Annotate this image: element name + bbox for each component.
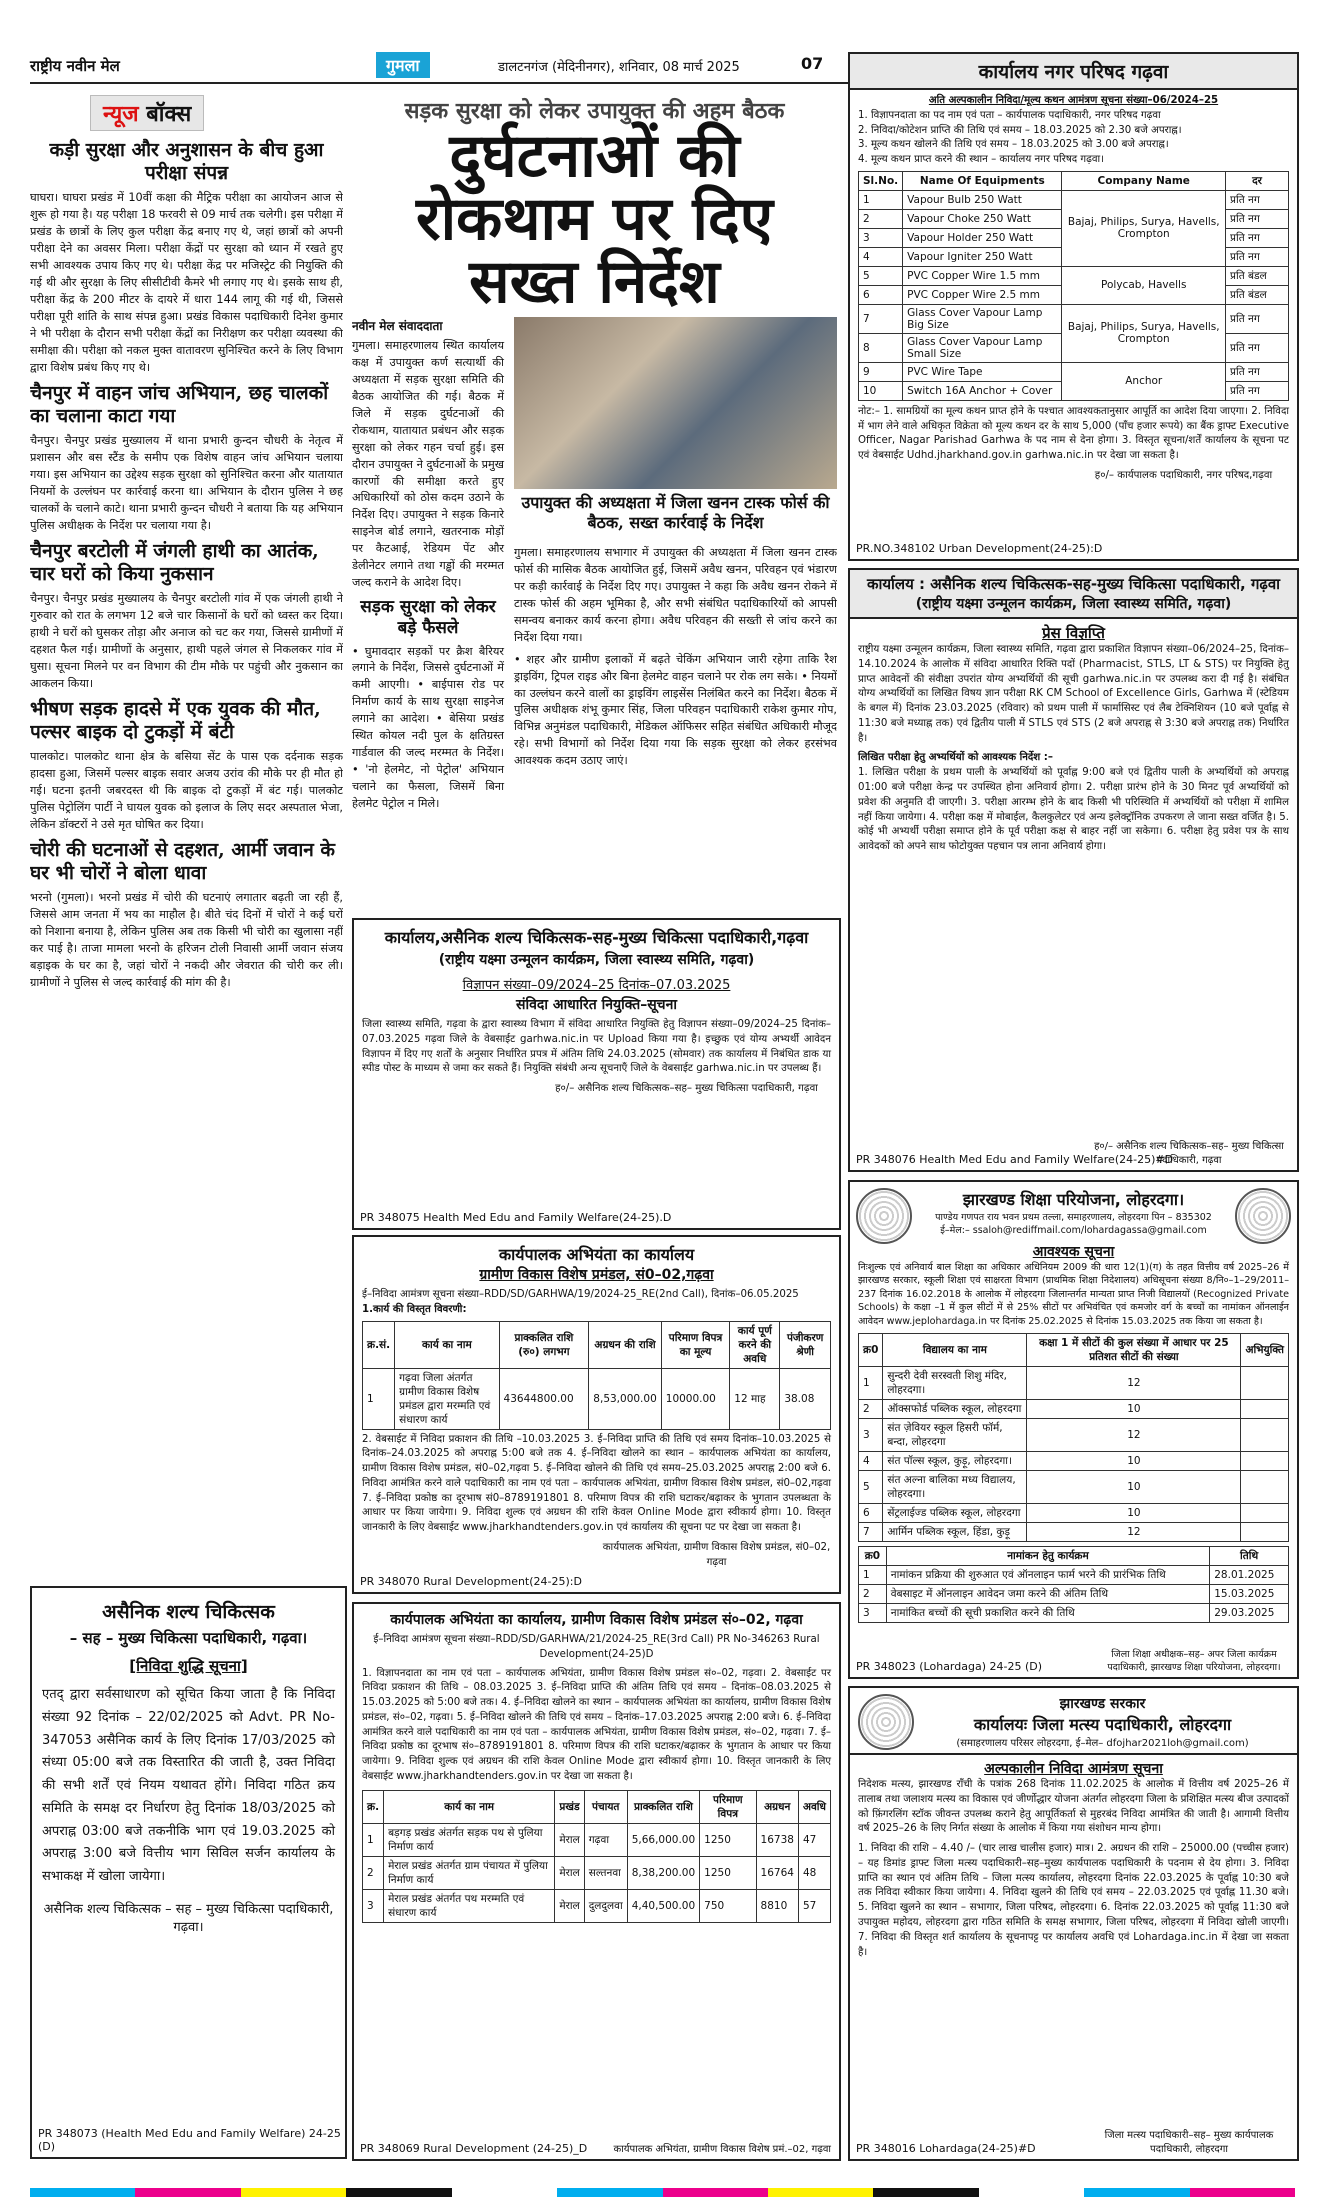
- urban-title: कार्यालय नगर परिषद गढ़वा: [850, 54, 1297, 90]
- table-header-cell: पंचायत: [584, 1790, 627, 1823]
- table-row: [859, 1400, 1289, 1419]
- corr-signoff: असैनिक शल्य चिकित्सक – सह – मुख्य चिकित्सा पदाधिकारी, गढ़वा।: [43, 1901, 334, 1935]
- tender-corrigendum-notice: [30, 1586, 347, 2159]
- table-cell: सुन्दरी देवी सरस्वती शिशु मंदिर, लोहरदगा।: [883, 1367, 1027, 1400]
- table-cell: 16764: [756, 1856, 798, 1889]
- rd1-lines: 2. वेबसाईट में निविदा प्रकाशन की तिथि –10.03.2025 3. ई–निविदा प्राप्ति की तिथि एवं समय दिनांक–10.03.2025 से दिनांक–24.03.2025 को अपराह्न 5:00 बजे तक 4. ई–निविदा खोलने का स्थान – कार्यपालक अभियंता का कार्यालय, ग्रामीण विकास विशेष प्रमंडल, सं0–02,गढ़वा 5. ई–निविदा खोलने की तिथि एवं समय–25.03.2025 अपराह्न 2:00 बजे 6. निविदा आमंत्रित करने वाले पदाधिकारी का नाम एवं पता – कार्यपालक अभियंता, ग्रामीण विकास विशेष प्रमंडल, सं0–02,गढ़वा 7. ई–निविदा प्रकोष्ठ का दूरभाष सं0–8789191801 8. परिमाण विपत्र की राशि घटाकर/बढ़ाकर के भुगतान उपलब्धता के आधार पर किया जायेगा। 9. निविदा शुल्क एवं अग्रधन की राशि केवल Online Mode द्वारा स्वीकार्य होगा। 10. विस्तृत जानकारी के लिए वेबसाईट www.jharkhandtenders.gov.in एवं कार्यालय की सूचना पट पर देखा जा सकता है।: [362, 1433, 831, 1534]
- table-cell: Bajaj, Philips, Surya, Havells, Crompton: [1062, 190, 1226, 266]
- table-cell: 1: [859, 1367, 883, 1400]
- table-cell: 4: [859, 1452, 883, 1471]
- table-cell: मेराल प्रखंड अंतर्गत ग्राम पंचायत में पुलिया निर्माण कार्य: [384, 1856, 555, 1889]
- urban-info-2: 2. निविदा/कोटेशन प्राप्ति की तिथि एवं समय – 18.03.2025 को 2.30 बजे अपराह्न।: [858, 124, 1182, 136]
- fish-ref: PR 348016 Lohardaga(24-25)#D: [856, 2142, 1036, 2155]
- table-row: [859, 190, 1289, 209]
- table-row: [859, 1419, 1289, 1452]
- table-cell: [1241, 1471, 1289, 1504]
- table-cell: 3: [859, 228, 903, 247]
- lead-col-2: [514, 545, 837, 775]
- badge-box: बॉक्स: [146, 102, 192, 127]
- mid-sub: संविदा आधारित नियुक्ति–सूचना: [516, 997, 677, 1013]
- story-4-title: भीषण सड़क हादसे में एक युवक की मौत, पल्सर बाइक दो टुकड़ों में बंटी: [30, 697, 321, 743]
- table-row: [859, 1566, 1289, 1585]
- table-cell: गढ़वा जिला अंतर्गत ग्रामीण विकास विशेष प्रमंडल द्वारा मरम्मति एवं संधारण कार्य: [395, 1368, 499, 1429]
- table-cell: प्रति नग: [1226, 190, 1289, 209]
- table-cell: 3: [859, 1419, 883, 1452]
- lead-col-1: [352, 317, 504, 818]
- table-cell: 1: [363, 1823, 384, 1856]
- rd1-signoff: कार्यपालक अभियंता, ग्रामीण विकास विशेष प्रमंडल, सं0–02, गढ़वा: [602, 1542, 831, 1568]
- table-cell: 5,66,000.00: [627, 1823, 699, 1856]
- district-tag: गुमला: [376, 52, 430, 78]
- table-cell: 5: [859, 266, 903, 285]
- lead-byline: नवीन मेल संवाददाता: [352, 319, 443, 333]
- table-cell: आर्मिन पब्लिक स्कूल, हिंडा, कुड़ू: [883, 1523, 1027, 1542]
- table-cell: 4: [859, 247, 903, 266]
- meeting-photo: [514, 317, 837, 489]
- table-header-cell: विद्यालय का नाम: [883, 1334, 1027, 1367]
- corr-ref: PR 348073 (Health Med Edu and Family Welfare) 24-25 (D): [38, 2127, 341, 2153]
- table-cell: प्रति नग: [1226, 362, 1289, 381]
- table-header-cell: प्राक्कलित राशि: [627, 1790, 699, 1823]
- table-cell: Bajaj, Philips, Surya, Havells, Crompton: [1062, 304, 1226, 362]
- table-header-cell: प्रखंड: [555, 1790, 584, 1823]
- table-cell: सल्तनवा: [584, 1856, 627, 1889]
- fish-title: कार्यालयः जिला मत्स्य पदाधिकारी, लोहरदगा: [973, 1715, 1232, 1734]
- table-cell: 12 माह: [730, 1368, 780, 1429]
- table-cell: Vapour Holder 250 Watt: [903, 228, 1062, 247]
- table-cell: वेबसाइट में ऑनलाइन आवेदन जमा करने की अंतिम तिथि: [886, 1585, 1210, 1604]
- lead-kicker: सड़क सुरक्षा को लेकर उपायुक्त की अहम बैठक: [404, 98, 785, 124]
- cmo-ref: PR 348076 Health Med Edu and Family Welfare(24-25)#D: [856, 1153, 1174, 1166]
- story-1-title: कड़ी सुरक्षा और अनुशासन के बीच हुआ परीक्षा संपन्न: [49, 139, 324, 185]
- fish-body: निदेशक मत्स्य, झारखण्ड राँची के पत्रांक 268 दिनांक 11.02.2025 के आलोक में वित्तीय वर्ष 2025–26 में तालाब तथा जलाशय मत्स्य का विकास एवं जीर्णोद्धार योजना अंतर्गत लोहरदगा जिला के प्रशिक्षित मत्स्य बीज उत्पादकों को फ़िंगरलिंग स्टॉक जीवन्त उपलब्ध कराने हेतु आपूर्तिकर्ता से मुहरबंद निविदा आमंत्रित की जाती है। आगामी वित्तीय वर्ष 2025–26 के लिए निर्गत संख्या के आलोक में किया गया संशोधन मान्य होगा।: [858, 1779, 1289, 1835]
- table-row: [859, 1523, 1289, 1542]
- table-cell: Glass Cover Vapour Lamp Small Size: [903, 333, 1062, 362]
- corr-body: एतद् द्वारा सर्वसाधारण को सूचित किया जाता है कि निविदा संख्या 92 दिनांक – 22/02/2025 को Advt. PR No-347053 असैनिक कार्य के लिए दिनांक 17/03/2025 को संध्या 05:00 बजे तक विस्तारित की जाती है, उक्त निविदा की सभी शर्तें एवं नियम यथावत होंगे। निविदा गठित क्रय समिति के समक्ष दर निर्धारण हेतु दिनांक 18/03/2025 को अपराह्न 03:00 बजे तकनीकि भाग एवं 19.03.2025 को अपराह्न 3:00 बजे वित्तीय भाग सिविल सर्जन कार्यालय के सभाकक्ष में खोला जायेगा।: [42, 1687, 335, 1884]
- story-1-body: घाघरा। घाघरा प्रखंड में 10वीं कक्षा की मैट्रिक परीक्षा का आयोजन आज से शुरू हो गया है। यह परीक्षा 18 फरवरी से 09 मार्च तक चलेगी। इस परीक्षा में प्रखंड के छात्रों के लिए कुल परीक्षा केंद्र बनाए गए थे, जहां छात्रों को अपनी परीक्षा देने का अवसर मिला। परीक्षा केंद्रों पर सुरक्षा को ध्यान में रखते हुए सभी आवश्यक उपाय किए गए थे। परीक्षा केंद्र पर मजिस्ट्रेट की नियुक्ति की गई थी और सुरक्षा के लिए सीसीटीवी कैमरे भी लगाए गए थे। इसके साथ ही, परीक्षा केंद्र के 200 मीटर के दायरे में धारा 144 लागू की गई थी, जिससे परीक्षा पूरी शांति के साथ संपन्न हुआ। प्रखंड विकास पदाधिकारी दिनेश कुमार ने भी परीक्षा के दौरान सभी परीक्षा केंद्रों का निरीक्षण कर परीक्षा व्यवस्था की समीक्षा की। परीक्षा को नकल मुक्त वातावरण सुनिश्चित करने के लिए विभाग द्वारा विशेष प्रबंध किए गए थे।: [30, 191, 343, 374]
- health-recruitment-notice: [352, 918, 841, 1230]
- table-cell: दुलदुलवा: [584, 1889, 627, 1922]
- table-header-cell: Name Of Equipments: [903, 171, 1062, 190]
- rd2-refline: ई–निविदा आमंत्रण सूचना संख्या–RDD/SD/GARHWA/21/2024-25_RE(3rd Call) PR No-346263 Rural Development(24-25)D: [373, 1634, 820, 1660]
- table-cell: 3: [859, 1604, 887, 1623]
- table-cell: 10: [1027, 1400, 1241, 1419]
- table-header-cell: क्र.: [363, 1790, 384, 1823]
- table-cell: 12: [1027, 1419, 1241, 1452]
- table-cell: 8,38,200.00: [627, 1856, 699, 1889]
- edu-signoff: जिला शिक्षा अधीक्षक–सह– अपर जिला कार्यक्रम पदाधिकारी, झारखण्ड शिक्षा परियोजना, लोहरदगा।: [1107, 1649, 1281, 1673]
- table-cell: 10: [1027, 1504, 1241, 1523]
- table-row: [363, 1889, 831, 1922]
- table-header-cell: तिथि: [1210, 1547, 1289, 1566]
- edu-ref: PR 348023 (Lohardaga) 24-25 (D): [856, 1660, 1043, 1673]
- fish-addr: (समाहरणालय परिसर लोहरदगा, ई–मेल– dfojhar2021loh@gmail.com): [956, 1738, 1249, 1749]
- table-cell: Vapour Choke 250 Watt: [903, 209, 1062, 228]
- edu-schedule-table: [858, 1546, 1289, 1623]
- tb-program-press-release: [848, 568, 1299, 1172]
- table-cell: 5: [859, 1471, 883, 1504]
- mid-title-2: (राष्ट्रीय यक्ष्मा उन्मूलन कार्यक्रम, जिला स्वास्थ्य समिति, गढ़वा): [438, 952, 755, 968]
- table-cell: 29.03.2025: [1210, 1604, 1289, 1623]
- table-cell: 750: [700, 1889, 756, 1922]
- table-cell: 4,40,500.00: [627, 1889, 699, 1922]
- table-cell: Glass Cover Vapour Lamp Big Size: [903, 304, 1062, 333]
- cmo-title-2: (राष्ट्रीय यक्ष्मा उन्मूलन कार्यक्रम, जिला स्वास्थ्य समिति, गढ़वा): [915, 596, 1232, 612]
- story-5-body: भरनो (गुमला)। भरनो प्रखंड में चोरी की घटनाएं लगातार बढ़ती जा रही हैं, जिससे आम जनता में भय का माहौल है। बीते चंद दिनों में चोरों ने कई घरों को निशाना बनाया है, लेकिन पुलिस अब तक किसी भी चोरी का खुलासा नहीं कर पाई है। ताजा मामला भरनो के हरिजन टोली निवासी आर्मी जवान संजय बड़ाइक के घर का है, जहां चोरों ने नकदी और जेवरात की चोरी कर ली। ग्रामीणों ने पुलिस से जल्द कार्रवाई की मांग की है।: [30, 890, 343, 989]
- table-cell: 8: [859, 333, 903, 362]
- table-cell: 8,53,000.00: [589, 1368, 661, 1429]
- fish-sub: अल्पकालीन निविदा आमंत्रण सूचना: [984, 1761, 1163, 1777]
- print-color-strip: [30, 2188, 1295, 2197]
- table-header-cell: क्र0: [859, 1547, 887, 1566]
- table-cell: सेंट्रलाईज्ड पब्लिक स्कूल, लोहरदगा: [883, 1504, 1027, 1523]
- urban-subtitle: अति अल्पकालीन निविदा/मूल्य कथन आमंत्रण सूचना संख्या–06/2024–25: [928, 95, 1219, 106]
- table-cell: प्रति नग: [1226, 228, 1289, 247]
- table-cell: Anchor: [1062, 362, 1226, 400]
- edu-title: झारखण्ड शिक्षा परियोजना, लोहरदगा।: [962, 1190, 1185, 1209]
- table-cell: 3: [363, 1889, 384, 1922]
- fish-signoff: जिला मत्स्य पदाधिकारी–सह– मुख्य कार्यपालक पदाधिकारी, लोहरदगा: [1104, 2130, 1274, 2155]
- table-header-cell: अभियुक्ति: [1241, 1334, 1289, 1367]
- story-5-title: चोरी की घटनाओं से दहशत, आर्मी जवान के घर भी चोरों ने बोला धावा: [30, 838, 335, 884]
- cmo-title-1: कार्यालय : असैनिक शल्य चिकित्सक-सह-मुख्य चिकित्सा पदाधिकारी, गढ़वा: [866, 575, 1281, 593]
- table-cell: प्रति नग: [1226, 304, 1289, 333]
- table-cell: [1241, 1367, 1289, 1400]
- table-row: [859, 1367, 1289, 1400]
- story-2-body: चैनपुर। चैनपुर प्रखंड मुख्यालय में थाना प्रभारी कुन्दन चौधरी के नेतृत्व में प्रशासन और बस स्टैंड के समीप एक विशेष वाहन जांच अभियान चलाया गया। इस अभियान का उद्देश्य सड़क सुरक्षा को सुनिश्चित करना और यातायात नियमों के उल्लंघन पर कार्रवाई करना था। अभियान के दौरान पुलिस ने छह चालकों के चलाने काटे। थाना प्रभारी कुन्दन चौधरी ने बताया कि यह अभियान पुलिस अधीक्षक के निर्देश पर चलाया गया है।: [30, 434, 343, 532]
- table-header-cell: दर: [1226, 171, 1289, 190]
- table-header-cell: अवधि: [798, 1790, 830, 1823]
- corr-title-2: – सह – मुख्य चिकित्सा पदाधिकारी, गढ़वा।: [69, 1629, 308, 1647]
- table-header-cell: Company Name: [1062, 171, 1226, 190]
- table-header-cell: प्राक्कलित राशि (रु०) लगभग: [499, 1321, 589, 1368]
- table-cell: 43644800.00: [499, 1368, 589, 1429]
- table-header-cell: कार्य पूर्ण करने की अवधि: [730, 1321, 780, 1368]
- table-cell: 48: [798, 1856, 830, 1889]
- edu-sub: आवश्यक सूचना: [1032, 1244, 1115, 1260]
- rd1-table: [362, 1321, 831, 1430]
- table-cell: 9: [859, 362, 903, 381]
- rural-dev-etender-1: [352, 1235, 841, 1594]
- lead-body-2: गुमला। समाहरणालय सभागार में उपायुक्त की अध्यक्षता में जिला खनन टास्क फोर्स की मासिक बैठक आयोजित हुई, जिसमें अवैध खनन, परिवहन एवं भंडारण पर कड़ी कार्रवाई के निर्देश दिए गए। उपायुक्त ने कहा कि अवैध खनन रोकने में टास्क फोर्स की अहम भूमिका है, और सभी संबंधित पदाधिकारियों को आपसी समन्वय बनाकर कार्य करना होगा। अवैध परिवहन की सख्ती से जांच करने का निर्देश दिया गया।: [514, 546, 837, 644]
- urban-info-1: 1. विज्ञापनदाता का पद नाम एवं पता – कार्यपालक पदाधिकारी, नगर परिषद गढ़वा: [858, 109, 1161, 121]
- table-cell: मेराल प्रखंड अंतर्गत पथ मरम्मति एवं संधारण कार्य: [384, 1889, 555, 1922]
- table-cell: संत ज़ेवियर स्कूल हिसरी फॉर्म, बन्दा, लोहरदगा: [883, 1419, 1027, 1452]
- table-cell: 7: [859, 304, 903, 333]
- table-cell: 2: [363, 1856, 384, 1889]
- table-header-cell: परिमाण विपत्र: [700, 1790, 756, 1823]
- table-cell: 1250: [700, 1856, 756, 1889]
- table-cell: प्रति नग: [1226, 381, 1289, 400]
- table-row: [859, 1504, 1289, 1523]
- table-cell: बड़गड़ प्रखंड अंतर्गत सड़क पथ से पुलिया निर्माण कार्य: [384, 1823, 555, 1856]
- table-header-cell: कार्य का नाम: [395, 1321, 499, 1368]
- table-cell: 38.08: [780, 1368, 831, 1429]
- table-cell: 12: [1027, 1367, 1241, 1400]
- table-cell: मेराल: [555, 1889, 584, 1922]
- corr-title-3: [निविदा शुद्धि सूचना]: [129, 1657, 248, 1675]
- table-cell: प्रति नग: [1226, 333, 1289, 362]
- table-cell: Vapour Igniter 250 Watt: [903, 247, 1062, 266]
- badge-news: न्यूज: [103, 102, 147, 127]
- table-cell: 1: [859, 1566, 887, 1585]
- table-cell: 12: [1027, 1523, 1241, 1542]
- lead-story: [352, 95, 837, 905]
- corr-title-1: असैनिक शल्य चिकित्सक: [102, 1601, 275, 1623]
- mid-ref: PR 348075 Health Med Edu and Family Welfare(24-25).D: [360, 1211, 672, 1224]
- mid-adno: विज्ञापन संख्या–09/2024–25 दिनांक–07.03.2025: [462, 978, 731, 993]
- table-header-cell: कार्य का नाम: [384, 1790, 555, 1823]
- table-row: [859, 304, 1289, 333]
- urban-info-3: 3. मूल्य कथन खोलने की तिथि एवं समय – 18.03.2025 को 3.00 बजे अपराह्न।: [858, 139, 1169, 151]
- table-cell: PVC Copper Wire 1.5 mm: [903, 266, 1062, 285]
- table-row: [859, 1471, 1289, 1504]
- table-cell: 7: [859, 1523, 883, 1542]
- rd1-title: कार्यपालक अभियंता का कार्यालय: [498, 1245, 695, 1264]
- table-cell: प्रति बंडल: [1226, 266, 1289, 285]
- table-header-cell: परिमाण विपत्र का मूल्य: [661, 1321, 730, 1368]
- table-cell: नामांकित बच्चों की सूची प्रकाशित करने की तिथि: [886, 1604, 1210, 1623]
- rd2-table: [362, 1790, 831, 1923]
- table-cell: 47: [798, 1823, 830, 1856]
- edu-addr: पाण्डेय गणपत राय भवन प्रथम तल्ला, समाहरणालय, लोहरदगा पिन – 835302: [935, 1212, 1212, 1223]
- cmo-signoff: ह०/– असैनिक शल्य चिकित्सक–सह– मुख्य चिकित्सा पदाधिकारी, गढ़वा: [1094, 1141, 1284, 1166]
- table-cell: [1241, 1452, 1289, 1471]
- table-cell: 2: [859, 1400, 883, 1419]
- table-cell: 8810: [756, 1889, 798, 1922]
- cmo-body: राष्ट्रीय यक्ष्मा उन्मूलन कार्यक्रम, जिला स्वास्थ्य समिति, गढ़वा द्वारा प्रकाशित विज्ञापन संख्या–06/2024–25, दिनांक–14.10.2024 के आलोक में संविदा आधारित रिक्ति पदों (Pharmacist, STLS, LT & STS) पर नियुक्ति हेतु प्राप्त आवेदनों की संवीक्षा उपरांत योग्य अभ्यर्थियों की सूची garhwa.nic.in पर उपलब्ध करा दी गई है। संबंधित योग्य अभ्यर्थियों का लिखित विषय ज्ञान परीक्षा RK CM School of Excellence Girls, Garhwa में (स्टेडियम के बगल में) दिनांक 23.03.2025 (रविवार) को प्रथम पाली में फार्मासिस्ट एवं लैब टेक्निशियन (10 बजे पूर्वाह्न से 11:30 बजे मध्याह्न तक) एवं द्वितीय पाली में STLS एवं STS (2 बजे अपराह्न से 3:30 बजे अपराह्न तक) निर्धारित है।: [858, 644, 1289, 744]
- table-header-cell: Sl.No.: [859, 171, 903, 190]
- table-header-cell: अग्रधन: [756, 1790, 798, 1823]
- fish-lines: 1. निविदा की राशि – 4.40 /– (चार लाख चालीस हजार) मात्र। 2. अग्रधन की राशि – 25000.00 (पच्चीस हजार) – यह डिमांड ड्राफ्ट जिला मत्स्य पदाधिकारी–सह–मुख्य कार्यपालक पदाधिकारी के पदनाम से देय होगा। 3. निविदा प्राप्ति का स्थान एवं अंतिम तिथि – जिला मत्स्य कार्यालय, लोहरदगा दिनांक 22.03.2025 के पूर्वाह्न 10:30 बजे तक निविदा स्वीकार किया जायेगा। 4. निविदा खुलने की तिथि एवं समय – 22.03.2025 एवं पूर्वाह्न 11.30 बजे। 5. निविदा खुलने का स्थान – सभागार, जिला परिषद, लोहरदगा। 6. दिनांक 22.03.2025 को पूर्वाह्न 11:30 बजे उपायुक्त महोदय, लोहरदगा द्वारा गठित समिति के समक्ष सभागार, जिला परिषद, लोहरदगा में निविदा खोली जाएगी। 7. निविदा की विस्तृत शर्त कार्यालय के सूचनापट्ट पर कार्यालय अवधि एवं Lohardaga.inc.in में देखा जा सकता है।: [858, 1843, 1289, 1958]
- fisheries-tender-notice: [848, 1686, 1299, 2161]
- table-cell: Polycab, Havells: [1062, 266, 1226, 304]
- rural-dev-etender-2: [352, 1602, 841, 2161]
- fish-govt: झारखण्ड सरकार: [1059, 1696, 1146, 1712]
- table-cell: 10000.00: [661, 1368, 730, 1429]
- edu-email: ई–मेल:– ssaloh@rediffmail.com/lohardagassa@gmail.com: [940, 1225, 1207, 1236]
- urban-equipment-table: [858, 171, 1289, 401]
- cmo-rules: 1. लिखित परीक्षा के प्रथम पाली के अभ्यर्थियों को पूर्वाह्न 9:00 बजे एवं द्वितीय पाली के अभ्यर्थियों को अपराह्न 01:00 बजे परीक्षा केन्द्र पर उपस्थित होना अनिवार्य होगा। 2. परीक्षा प्रारंभ होने के 30 मिनट पूर्व अभ्यर्थियों को प्रवेश की अनुमति दी जाएगी। 3. परीक्षा आरम्भ होने के बाद किसी भी परिस्थिति में अभ्यर्थियों को परीक्षा में शामिल नहीं किया जायेगा। 4. परीक्षा कक्ष में मोबाईल, कैलकुलेटर एवं अन्य इलेक्ट्रॉनिक उपकरण ले जाना सख्त वर्जित है। 5. कोई भी अभ्यर्थी परीक्षा समाप्त होने के पूर्व परीक्षा कक्ष से बाहर नहीं जा सकेगा। 6. परीक्षा हेतु प्रवेश पत्र के साथ आवेदकों को अपने साथ फोटोयुक्त पहचान पत्र लाना अनिवार्य होगा।: [858, 767, 1289, 853]
- rd2-lines: 1. विज्ञापनदाता का नाम एवं पता – कार्यपालक अभियंता, ग्रामीण विकास विशेष प्रमंडल सं०–02, गढ़वा। 2. वेबसाईट पर निविदा प्रकाशन की तिथि – 08.03.2025 3. ई–निविदा प्राप्ति की अंतिम तिथि एवं समय – दिनांक–08.03.2025 से 15.03.2025 को 5:00 बजे तक। 4. ई–निविदा खोलने का स्थान – कार्यपालक अभियंता का कार्यालय, ग्रामीण विकास विशेष प्रमंडल, सं०–02, गढ़वा। 5. ई–निविदा खोलने की तिथि एवं समय – दिनांक–17.03.2025 अपराह्न 2:00 बजे। 6. ई–निविदा आमंत्रित करने वाले पदाधिकारी का नाम एवं पता – कार्यपालक अभियंता, ग्रामीण विकास विशेष प्रमंडल, सं०–02, गढ़वा। 7. ई–निविदा प्रकोष्ठ का दूरभाष सं०–8789191801 8. परिमाण विपत्र की राशि घटाकर/बढ़ाकर के भुगतान के आधार पर किया जायेगा। 9. निविदा शुल्क एवं अग्रधन की राशि केवल Online Mode द्वारा स्वीकार्य होगा। 10. विस्तृत जानकारी के लिए वेबसाईट www.jharkhandtenders.gov.in पर देखा जा सकता है।: [362, 1667, 831, 1783]
- table-cell: संत अल्ना बालिका मध्य विद्यालय, लोहरदगा।: [883, 1471, 1027, 1504]
- story-4-body: पालकोट। पालकोट थाना क्षेत्र के बसिया सेंट के पास एक दर्दनाक सड़क हादसा हुआ, जिसमें पल्सर बाइक सवार अजय उरांव की मौके पर ही मौत हो गई। घटना इतनी जबरदस्त थी कि बाइक दो टुकड़ों में बंट गई। पालकोट पुलिस पेट्रोलिंग पार्टी ने घायल युवक को इलाज के लिए सदर अस्पताल भेजा, लेकिन डॉक्टरों ने उसे मृत घोषित कर दिया।: [30, 749, 343, 831]
- table-cell: PVC Wire Tape: [903, 362, 1062, 381]
- news-box-column: [30, 95, 343, 1570]
- table-header-cell: पंजीकरण श्रेणी: [780, 1321, 831, 1368]
- table-cell: [1241, 1419, 1289, 1452]
- table-row: [363, 1823, 831, 1856]
- table-cell: 16738: [756, 1823, 798, 1856]
- table-cell: [1241, 1400, 1289, 1419]
- table-cell: 28.01.2025: [1210, 1566, 1289, 1585]
- table-header-cell: क्र.सं.: [363, 1321, 395, 1368]
- table-cell: मेराल: [555, 1823, 584, 1856]
- mid-body: जिला स्वास्थ्य समिति, गढ़वा के द्वारा स्वास्थ्य विभाग में संविदा आधारित नियुक्ति हेतु विज्ञापन संख्या–09/2024–25 दिनांक–07.03.2025 गढ़वा जिले के वेबसाईट garhwa.nic.in पर Upload किया गया है। इच्छुक एवं योग्य अभ्यर्थी आवेदन विज्ञापन में दिए गए शर्तों के अनुसार निर्धारित प्रपत्र में अंतिम तिथि 24.03.2025 (सोमवार) तक कार्यालय में निबंधित डाक या स्पीड पोस्ट के माध्यम से जमा कर सकते हैं। नियुक्ति संबंधी अन्य सूचनाएँ जिले के वेबसाईट garhwa.nic.in पर उपलब्ध हैं।: [362, 1019, 831, 1075]
- rd1-work-head: 1.कार्य की विस्तृत विवरणी:: [362, 1303, 467, 1315]
- table-row: [859, 1585, 1289, 1604]
- rd2-title: कार्यपालक अभियंता का कार्यालय, ग्रामीण विकास विशेष प्रमंडल सं०–02, गढ़वा: [390, 1612, 803, 1628]
- rd2-signoff: कार्यपालक अभियंता, ग्रामीण विकास विशेष प्रमं.–02, गढ़वा: [613, 2144, 831, 2155]
- table-cell: Switch 16A Anchor + Cover: [903, 381, 1062, 400]
- table-cell: प्रति नग: [1226, 247, 1289, 266]
- table-cell: संत पॉल्स स्कूल, कुड़ू, लोहरदगा।: [883, 1452, 1027, 1471]
- lead-headline: दुर्घटनाओं की रोकथाम पर दिए सख्त निर्देश: [416, 121, 773, 317]
- jharkhand-emblem-icon: [856, 1188, 912, 1244]
- table-cell: [1241, 1523, 1289, 1542]
- story-3-body: चैनपुर। चैनपुर प्रखंड मुख्यालय के चैनपुर बरटोली गांव में एक जंगली हाथी ने गुरुवार को रात के लगभग 12 बजे चार किसानों के घरों को ध्वस्त कर दिया। हाथी ने घरों को घुसकर तोड़ा और अनाज को चट कर गया, जिससे ग्रामीणों में दहशत फैल गई। ग्रामीणों के अनुसार, हाथी पहले जंगल से निकलकर गांव में घुसा। सूचना मिलने पर वन विभाग की टीम मौके पर पहुंची और नुकसान का आकलन किया।: [30, 591, 343, 690]
- table-cell: 10: [859, 381, 903, 400]
- table-cell: PVC Copper Wire 2.5 mm: [903, 285, 1062, 304]
- table-cell: 1250: [700, 1823, 756, 1856]
- lead-body-3: • शहर और ग्रामीण इलाकों में बढ़ते चेकिंग अभियान जारी रहेगा ताकि रैश ड्राइविंग, ट्रिपल राइड और बिना हेलमेट वाहन चलाने पर रोक लग सके। • नियमों का उल्लंघन करने वालों का ड्राइविंग लाइसेंस निलंबित करने का निर्देश। बैठक में पुलिस अधीक्षक शंभू कुमार सिंह, जिला परिवहन पदाधिकारी राकेश कुमार गोप, विभिन्न अनुमंडल पदाधिकारी, मेडिकल ऑफिसर सहित संबंधित अधिकारी मौजूद रहे। सभी विभागों को निर्देश दिया गया कि सड़क सुरक्षा को लेकर हरसंभव आवश्यक कदम उठाए जाएं।: [514, 652, 837, 768]
- table-cell: प्रति बंडल: [1226, 285, 1289, 304]
- edu-body: निःशुल्क एवं अनिवार्य बाल शिक्षा का अधिकार अधिनियम 2009 की धारा 12(1)(ग) के तहत वित्तीय वर्ष 2025–26 में झारखण्ड सरकार, स्कूली शिक्षा एवं साक्षरता विभाग (प्राथमिक शिक्षा निदेशालय) अधिसूचना संख्या 8/नि०–1–29/2011–237 दिनांक 16.02.2018 के आलोक में लोहरदगा जिलान्तर्गत मान्यता प्राप्त निजी विद्यालयों (Recognized Private Schools) के कक्षा –1 में कुल सीटों में से 25% सीटों पर अभिवंचित एवं कमजोर वर्ग के बच्चों का नामांकन ऑनलाईन आवेदन www.jeplohardaga.in पर दिनांक 25.02.2025 से दिनांक 15.03.2025 तक किया जा सकता है।: [858, 1262, 1289, 1327]
- edu-school-table: [858, 1333, 1289, 1542]
- table-cell: 6: [859, 1504, 883, 1523]
- table-row: [859, 1604, 1289, 1623]
- urban-signoff: ह०/– कार्यपालक पदाधिकारी, नगर परिषद,गढ़वा: [1094, 470, 1273, 482]
- nagar-parishad-tender: [848, 52, 1299, 561]
- table-cell: 10: [1027, 1471, 1241, 1504]
- state-emblem-icon: [858, 1694, 914, 1750]
- table-cell: गढ़वा: [584, 1823, 627, 1856]
- table-cell: ऑक्सफोर्ड पब्लिक स्कूल, लोहरदगा: [883, 1400, 1027, 1419]
- table-row: [859, 362, 1289, 381]
- rd2-ref: PR 348069 Rural Development (24-25)_D: [360, 2142, 588, 2155]
- lead-bullets: • घुमावदार सड़कों पर क्रैश बैरियर लगाने के निर्देश, जिससे दुर्घटनाओं में कमी आएगी। • बाईपास रोड पर निर्माण कार्य के साथ सुरक्षा साइनेज लगाने का आदेश। • बेसिया प्रखंड स्थित कोयल नदी पुल के क्षतिग्रस्त गार्डवाल की जल्द मरम्मत के निर्देश। • 'नो हेलमेट, नो पेट्रोल' अभियान चलाने का फैसला, जिसमें बिना हेलमेट पेट्रोल न मिले।: [352, 644, 504, 810]
- dateline: डालटनगंज (मेदिनीनगर), शनिवार, 08 मार्च 2025: [498, 60, 740, 75]
- table-cell: 1: [859, 190, 903, 209]
- story-2-title: चैनपुर में वाहन जांच अभियान, छह चालकों का चलाना काटा गया: [30, 381, 329, 427]
- table-cell: 2: [859, 209, 903, 228]
- table-header-cell: अग्रधन की राशि: [589, 1321, 661, 1368]
- cmo-header: [850, 570, 1297, 619]
- table-cell: 1: [363, 1368, 395, 1429]
- table-row: [363, 1856, 831, 1889]
- table-row: [859, 266, 1289, 285]
- cmo-press: प्रेस विज्ञप्ति: [1042, 624, 1105, 642]
- news-box-badge: [90, 95, 204, 131]
- page-number: 07: [801, 54, 824, 73]
- mid-title-1: कार्यालय,असैनिक शल्य चिकित्सक-सह-मुख्य चिकित्सा पदाधिकारी,गढ़वा: [384, 928, 809, 947]
- rd1-ref: PR 348070 Rural Development(24-25):D: [360, 1575, 582, 1588]
- table-cell: नामांकन प्रक्रिया की शुरुआत एवं ऑनलाइन फार्म भरने की प्रारंभिक तिथि: [886, 1566, 1210, 1585]
- shiksha-logo-icon: [1235, 1188, 1291, 1244]
- table-header-cell: कक्षा 1 में सीटों की कुल संख्या में आधार पर 25 प्रतिशत सीटों की संख्या: [1027, 1334, 1241, 1367]
- table-cell: 15.03.2025: [1210, 1585, 1289, 1604]
- table-header-cell: नामांकन हेतु कार्यक्रम: [886, 1547, 1210, 1566]
- table-cell: 6: [859, 285, 903, 304]
- cmo-rules-title: लिखित परीक्षा हेतु अभ्यर्थियों को आवश्यक निर्देश :–: [858, 752, 1053, 764]
- rd1-sub: ग्रामीण विकास विशेष प्रमंडल, सं0–02,गढ़वा: [479, 1267, 714, 1283]
- masthead: राष्ट्रीय नवीन मेल: [30, 57, 120, 75]
- education-project-notice: [848, 1180, 1299, 1679]
- urban-notes: नोट:– 1. सामग्रियों का मूल्य कथन प्राप्त होने के पश्चात आवश्यकतानुसार आपूर्ति का आदेश दिया जाएगा। 2. निविदा में भाग लेने वाले अधिकृत विक्रेता को मूल्य कथन दर के साथ 5,000 (पाँच हजार रूपये) का बैंक ड्राफ्ट Executive Officer, Nagar Parishad Garhwa के पद नाम से देना होगा। 3. विस्तृत सूचना/शर्तें कार्यालय के सूचना पट एवं वेबसाईट Udhd.jharkhand.gov.in garhwa.nic.in पर देखा जा सकता है।: [858, 405, 1289, 462]
- urban-ref: PR.NO.348102 Urban Development(24-25):D: [856, 542, 1103, 555]
- photo-caption: उपायुक्त की अध्यक्षता में जिला खनन टास्क फोर्स की बैठक, सख्त कार्रवाई के निर्देश: [521, 493, 830, 532]
- table-cell: Vapour Bulb 250 Watt: [903, 190, 1062, 209]
- mid-signoff: ह०/– असैनिक शल्य चिकित्सक–सह– मुख्य चिकित्सा पदाधिकारी, गढ़वा: [555, 1083, 818, 1095]
- table-cell: 57: [798, 1889, 830, 1922]
- table-cell: 10: [1027, 1452, 1241, 1471]
- table-cell: 2: [859, 1585, 887, 1604]
- table-header-cell: क्र0: [859, 1334, 883, 1367]
- lead-subtitle: सड़क सुरक्षा को लेकर बड़े फैसले: [360, 597, 496, 638]
- table-cell: [1241, 1504, 1289, 1523]
- table-row: [363, 1368, 831, 1429]
- table-cell: मेराल: [555, 1856, 584, 1889]
- urban-info-4: 4. मूल्य कथन प्राप्त करने की स्थान – कार्यालय नगर परिषद गढ़वा।: [858, 154, 1105, 166]
- table-cell: प्रति नग: [1226, 209, 1289, 228]
- rd1-notice: ई–निविदा आमंत्रण सूचना संख्या–RDD/SD/GARHWA/19/2024-25_RE(2nd Call), दिनांक–06.05.2025: [362, 1289, 799, 1300]
- table-row: [859, 1452, 1289, 1471]
- lead-body-1: गुमला। समाहरणालय स्थित कार्यालय कक्ष में उपायुक्त कर्ण सत्यार्थी की अध्यक्षता में सड़क सुरक्षा समिति की बैठक आयोजित की गई। बैठक में जिले में सड़क दुर्घटनाओं की रोकथाम, यातायात प्रबंधन और सड़क सुरक्षा को लेकर गहन चर्चा हुई। इस दौरान उपायुक्त ने दुर्घटनाओं के प्रमुख कारणों की समीक्षा करते हुए अधिकारियों को ठोस कदम उठाने के निर्देश दिए। उपायुक्त ने सड़क किनारे साइनेज बोर्ड लगाने, खतरनाक मोड़ों पर कैटआई, रेडियम पेंट और डेलीनेटर लगाने तथा गड्ढों की मरम्मत जल्द कराने के आदेश दिए।: [352, 339, 504, 590]
- story-3-title: चैनपुर बरटोली में जंगली हाथी का आतंक, चार घरों को किया नुकसान: [30, 539, 319, 585]
